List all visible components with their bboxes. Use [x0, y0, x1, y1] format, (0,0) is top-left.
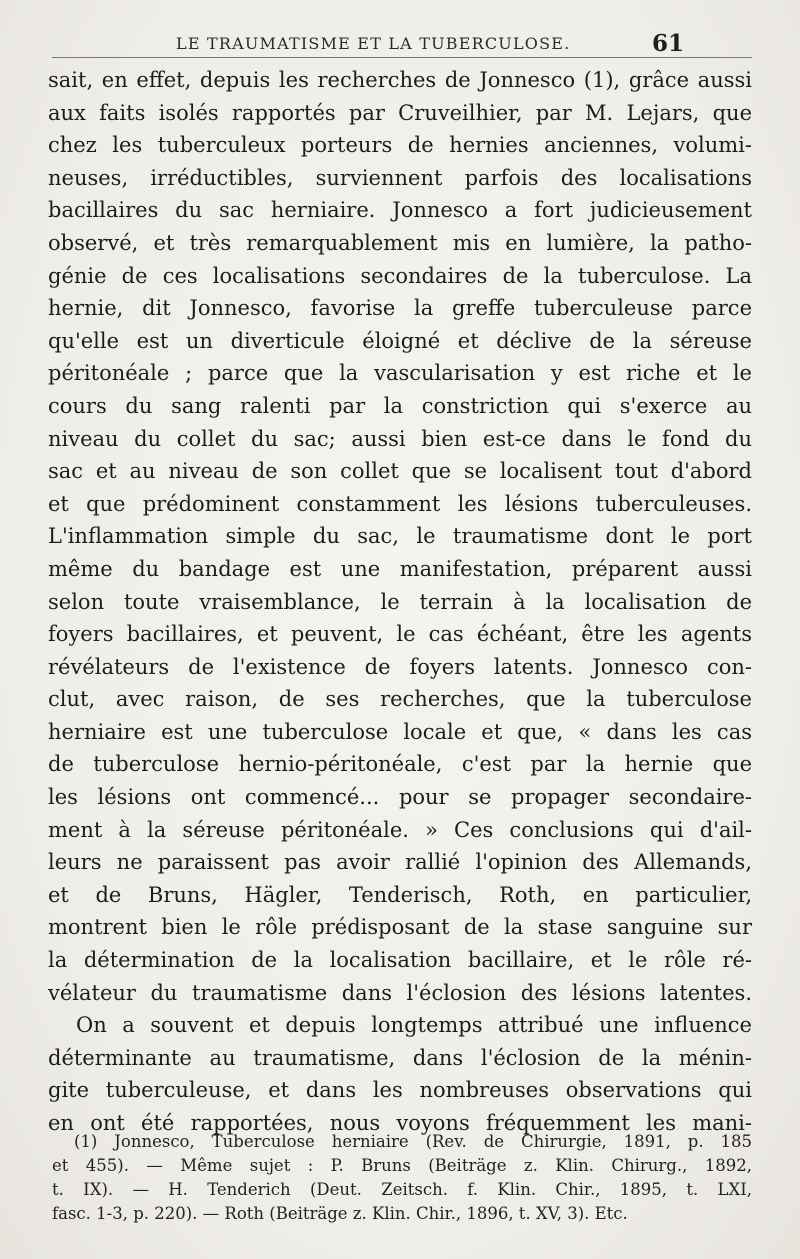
text-line: les lésions ont commencé... pour se propager secondaire-: [48, 785, 752, 810]
text-line: et de Bruns, Hägler, Tenderisch, Roth, en particulier,: [48, 882, 752, 907]
text-line: herniaire est une tuberculose locale et que, « dans les cas: [48, 719, 752, 744]
page-number: 61: [651, 30, 684, 57]
text-line: de tuberculose hernio-péritonéale, c'est par la hernie que: [48, 752, 752, 777]
text-line: ment à la séreuse péritonéale. » Ces conclusions qui d'ail-: [48, 817, 752, 842]
text-line: niveau du collet du sac; aussi bien est-ce dans le fond du: [48, 426, 752, 451]
footnote-line: t. IX). — H. Tenderich (Deut. Zeitsch. f. Klin. Chir., 1895, t. LXI,: [52, 1180, 752, 1199]
text-line: hernie, dit Jonnesco, favorise la greffe tuberculeuse parce: [48, 296, 752, 321]
text-line: On a souvent et depuis longtemps attribué une influence: [76, 1013, 752, 1038]
text-line: déterminante au traumatisme, dans l'éclosion de la ménin-: [48, 1045, 752, 1070]
text-line: sait, en effet, depuis les recherches de Jonnesco (1), grâce aussi: [48, 68, 752, 92]
text-line: clut, avec raison, de ses recherches, que la tuberculose: [48, 687, 752, 712]
text-line: et que prédominent constamment les lésions tuberculeuses.: [48, 491, 752, 516]
header-rule: [52, 57, 752, 58]
text-line: gite tuberculeuse, et dans les nombreuses observations qui: [48, 1078, 752, 1103]
text-line: qu'elle est un diverticule éloigné et déclive de la séreuse: [48, 328, 752, 353]
text-line: sac et au niveau de son collet que se localisent tout d'abord: [48, 459, 752, 484]
footnotes: [52, 1130, 752, 1226]
text-line: génie de ces localisations secondaires de la tuberculose. La: [48, 263, 752, 288]
text-line: selon toute vraisemblance, le terrain à la localisation de: [48, 589, 752, 614]
text-line: neuses, irréductibles, surviennent parfois des localisations: [48, 165, 752, 190]
text-line: montrent bien le rôle prédisposant de la stase sanguine sur: [48, 915, 752, 940]
text-line: vélateur du traumatisme dans l'éclosion des lésions latentes.: [48, 980, 752, 1005]
text-line: foyers bacillaires, et peuvent, le cas échéant, être les agents: [48, 622, 752, 647]
text-line: aux faits isolés rapportés par Cruveilhier, par M. Lejars, que: [48, 100, 752, 125]
text-line: en ont été rapportées, nous voyons fréquemment les mani-: [48, 1111, 752, 1135]
footnote-line: et 455). — Même sujet : P. Bruns (Beiträge z. Klin. Chirurg., 1892,: [52, 1156, 752, 1175]
footnote-line: (1) Jonnesco, Tuberculose herniaire (Rev. de Chirurgie, 1891, p. 185: [74, 1132, 752, 1151]
text-line: leurs ne paraissent pas avoir rallié l'opinion des Allemands,: [48, 850, 752, 875]
text-line: bacillaires du sac herniaire. Jonnesco a fort judicieusement: [48, 198, 752, 223]
text-line: L'inflammation simple du sac, le traumatisme dont le port: [48, 524, 752, 549]
main-text: [48, 64, 752, 1140]
text-line: observé, et très remarquablement mis en lumière, la patho-: [48, 230, 752, 255]
running-head: LE TRAUMATISME ET LA TUBERCULOSE.: [176, 34, 571, 53]
text-line: chez les tuberculeux porteurs de hernies anciennes, volumi-: [48, 133, 752, 158]
text-line: même du bandage est une manifestation, préparent aussi: [48, 556, 752, 581]
text-line: révélateurs de l'existence de foyers latents. Jonnesco con-: [48, 654, 752, 679]
text-line: la détermination de la localisation bacillaire, et le rôle ré-: [48, 948, 752, 973]
text-line: cours du sang ralenti par la constriction qui s'exerce au: [48, 393, 752, 418]
page-header: [0, 30, 800, 62]
footnote-line: fasc. 1-3, p. 220). — Roth (Beiträge z. Klin. Chir., 1896, t. XV, 3). Etc.: [52, 1204, 628, 1223]
text-line: péritonéale ; parce que la vascularisation y est riche et le: [48, 361, 752, 386]
